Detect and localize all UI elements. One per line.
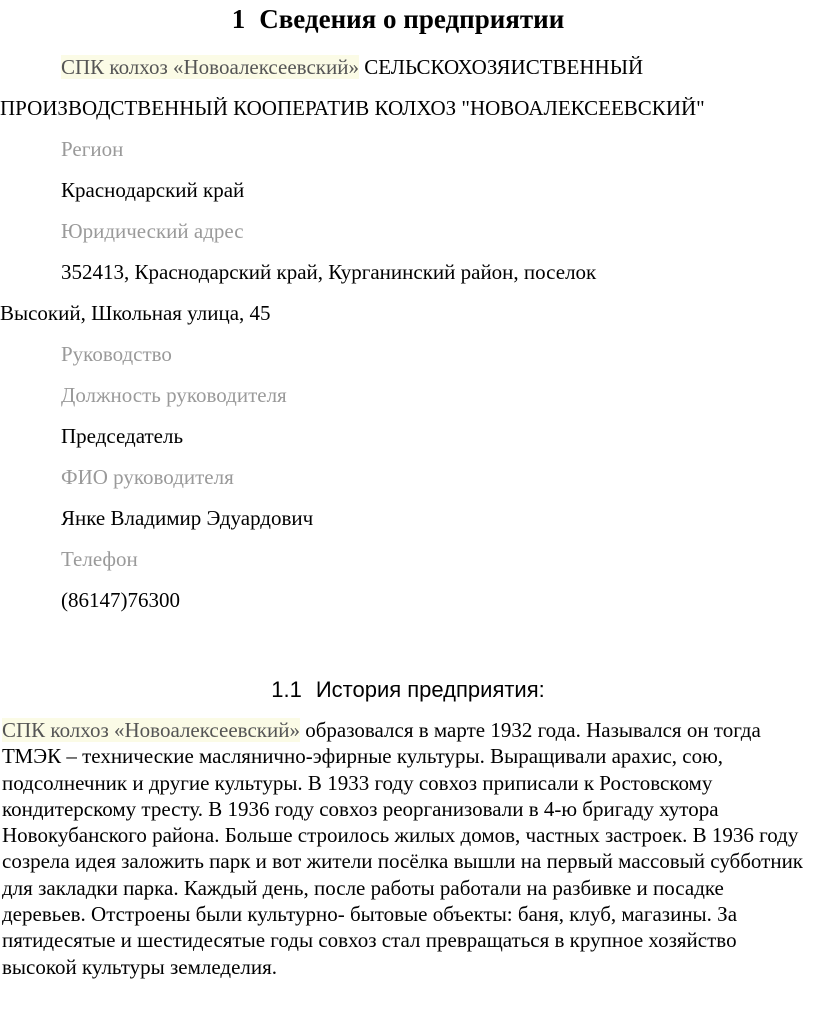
history-text: образовался в марте 1932 года. Назывался он тогда ТМЭК – технические маслянично-эфирные культуры. Выращивали арахис, сою, подсолнечник и другие культуры. В 1933 году совхоз приписали к Ростовскому кондитерскому тресту. В 1936 году совхоз реорганизовали в 4-ю бригаду хутора Новокубанского района. Больше строилось жилых домов, частных застроек. В 1936 году созрела идея заложить парк и вот жители посёлка вышли на первый массовый субботник для закладки парка. Каждый день, после работы работали на разбивке и посадке деревьев. Отстроены были культурно- бытовые объекты: баня, клуб, магазины. За пятидесятые и шестидесятые годы совхоз стал превращаться в крупное хозяйство высокой культуры земледелия. bbox=[2, 718, 804, 979]
phone-label: Телефон bbox=[61, 547, 138, 571]
history-heading bbox=[0, 676, 816, 704]
page-title bbox=[0, 2, 796, 36]
position-value: Председатель bbox=[61, 424, 184, 448]
history-title: История предприятия: bbox=[315, 677, 545, 702]
management-label: Руководство bbox=[61, 342, 172, 366]
phone-value: (86147)76300 bbox=[61, 588, 180, 612]
section-number: 1 bbox=[231, 4, 246, 34]
address-value-line1: 352413, Краснодарский край, Курганинский район, поселок bbox=[61, 260, 597, 284]
position-label: Должность руководителя bbox=[61, 383, 287, 407]
history-paragraph bbox=[2, 717, 807, 980]
section-title: Сведения о предприятии bbox=[259, 4, 565, 34]
history-number: 1.1 bbox=[271, 677, 302, 702]
address-label: Юридический адрес bbox=[61, 219, 244, 243]
region-label: Регион bbox=[61, 137, 124, 161]
org-name-line bbox=[61, 54, 643, 80]
history-org-name: СПК колхоз «Новоалексеевский» bbox=[2, 718, 300, 742]
fio-value: Янке Владимир Эдуардович bbox=[61, 506, 314, 530]
address-value-line2: Высокий, Школьная улица, 45 bbox=[0, 301, 271, 325]
fio-label: ФИО руководителя bbox=[61, 465, 234, 489]
region-value: Краснодарский край bbox=[61, 178, 245, 202]
org-full-name-part2: ПРОИЗВОДСТВЕННЫЙ КООПЕРАТИВ КОЛХОЗ "НОВОАЛЕКСЕЕВСКИЙ" bbox=[0, 96, 705, 120]
org-full-name-part1: СЕЛЬСКОХОЗЯИСТВЕННЫЙ bbox=[364, 55, 644, 79]
org-short-name: СПК колхоз «Новоалексеевский» bbox=[61, 55, 359, 79]
